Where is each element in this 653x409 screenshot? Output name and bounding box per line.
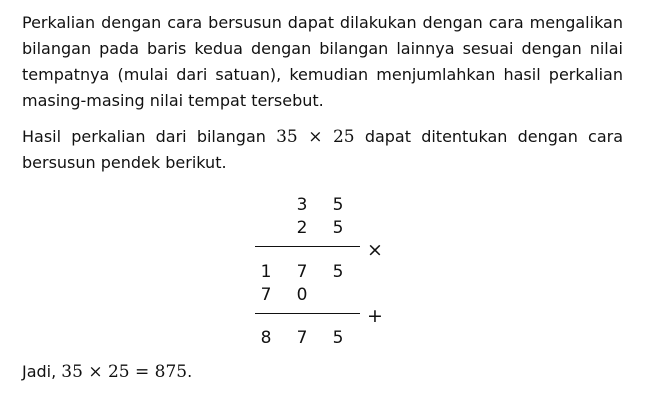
result-digit-hundreds: 8: [260, 328, 272, 348]
conclusion: [22, 360, 192, 384]
row2-digit-ones: 5: [332, 218, 344, 238]
problem-text-before: Hasil perkalian dari bilangan: [22, 127, 277, 146]
conclusion-prefix: Jadi,: [22, 362, 62, 381]
partial1-digit-hundreds: 1: [260, 262, 272, 282]
sum-rule: [255, 313, 360, 314]
partial1-digit-tens: 7: [296, 262, 308, 282]
result-digit-tens: 7: [296, 328, 308, 348]
problem-text-after: dapat ditentukan dengan cara bersusun pendek berikut.: [22, 127, 623, 172]
row1-digit-ones: 5: [332, 195, 344, 215]
multiply-rule: [255, 246, 360, 247]
conclusion-expression: 35 × 25 = 875: [61, 362, 188, 382]
multiply-sign: ×: [367, 239, 383, 261]
row1-digit-tens: 3: [296, 195, 308, 215]
partial1-digit-ones: 5: [332, 262, 344, 282]
intro-paragraph: Perkalian dengan cara bersusun dapat dilakukan dengan cara mengalikan bilangan pada baris kedua dengan bilangan lainnya sesuai dengan nilai tempatnya (mulai dari satuan), kemudian menjumlahkan hasil perkalian masing-masing nilai tempat tersebut.: [22, 13, 623, 110]
row2-digit-tens: 2: [296, 218, 308, 238]
partial2-digit-hundreds: 7: [260, 285, 272, 305]
result-digit-ones: 5: [332, 328, 344, 348]
conclusion-suffix: .: [187, 362, 193, 381]
problem-expression: 35 × 25: [276, 127, 355, 147]
plus-sign: +: [367, 305, 383, 327]
partial2-digit-tens: 0: [296, 285, 308, 305]
